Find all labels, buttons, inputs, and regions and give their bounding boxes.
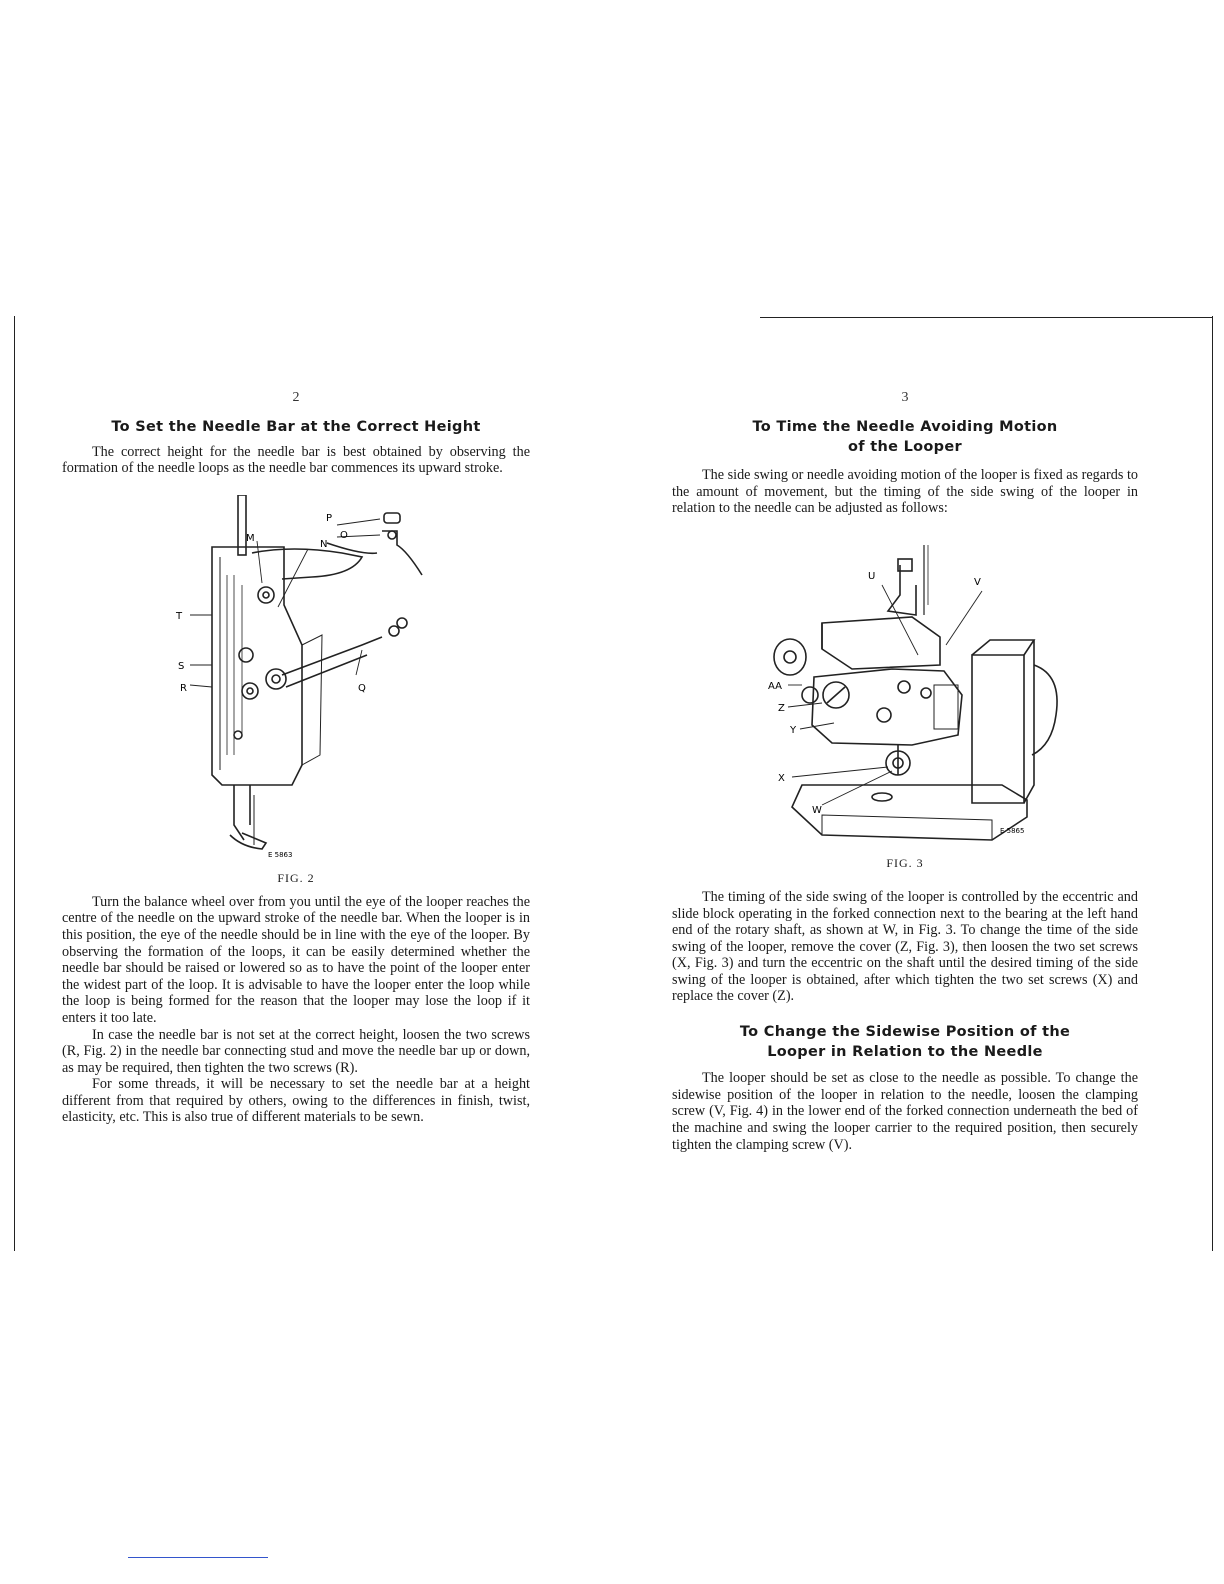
intro-paragraph: The side swing or needle avoiding motion of the looper is fixed as regards to the amount of movement, but the timing of the side swing of the looper in relation to the needle can be adjusted as follows: xyxy=(672,467,1138,517)
body-paragraph: For some threads, it will be necessary to set the needle bar at a height different from that required by others, owing to the differences in finish, twist, elasticity, etc. This is also true of different materials to be sewn. xyxy=(62,1076,530,1126)
label-p: P xyxy=(326,512,333,524)
intro-paragraph: The correct height for the needle bar is best obtained by observing the formation of the needle loops as the needle bar commences its upward stroke. xyxy=(62,443,530,477)
take-up-arm xyxy=(252,549,362,579)
label-w: W xyxy=(812,804,822,816)
label-m: M xyxy=(246,532,255,544)
figure-caption: FIG. 2 xyxy=(277,870,315,885)
body-paragraph: The timing of the side swing of the looper is controlled by the eccentric and slide block operating in the forked connection next to the bearing at the left hand end of the rotary shaft, as shown at W, in Fig. 3. To change the time of the side swing of the looper, remove the cover (Z, Fig. 3), then loosen the two set screws (X, Fig. 3) and turn the eccentric on the shaft until the desired timing of the side swing of the looper is obtained, after which tighten the two set screws (X) and replace the cover (Z). xyxy=(672,888,1138,1005)
label-aa: AA xyxy=(768,680,782,692)
label-n: N xyxy=(320,538,328,550)
figure-code: E 5863 xyxy=(268,850,293,859)
face-plate xyxy=(212,547,302,785)
label-t: T xyxy=(176,610,183,622)
label-z: Z xyxy=(778,702,785,714)
body-paragraph: The looper should be set as close to the needle as possible. To change the sidewise position of the looper in relation to the needle, loosen the clamping screw (V, Fig. 4) in the lower end of the forked connection underneath the bed of the machine and swing the looper carrier to the required position, then securely tighten the clamping screw (V). xyxy=(672,1070,1138,1153)
cover-plate xyxy=(812,669,962,745)
presser-bar xyxy=(234,785,250,840)
label-v: V xyxy=(974,576,981,588)
label-q: Q xyxy=(358,682,366,694)
figure-code: E 5865 xyxy=(1000,826,1025,835)
presser-foot xyxy=(888,565,916,615)
needle-bar xyxy=(238,495,246,555)
bottom-rule xyxy=(128,1557,268,1558)
left-scan-border xyxy=(14,316,15,1251)
label-s: S xyxy=(178,660,185,672)
section-title-line: of the Looper xyxy=(848,438,962,455)
label-o: O xyxy=(340,529,348,541)
screw xyxy=(898,681,910,693)
page-number: 3 xyxy=(901,390,909,405)
presser-foot xyxy=(230,833,266,849)
screw xyxy=(266,669,286,689)
right-scan-border xyxy=(1212,316,1213,1251)
section-title-line: To Change the Sidewise Position of the xyxy=(739,1024,1071,1041)
left-page xyxy=(62,390,530,1126)
screw xyxy=(258,587,274,603)
body-paragraph: In case the needle bar is not set at the correct height, loosen the two screws (R, Fig. 2) in the needle bar connecting stud and move the needle bar up or down, as may be required, then tighten the two screws (R). xyxy=(62,1026,530,1076)
section-title-line: To Time the Needle Avoiding Motion xyxy=(752,419,1058,435)
section-title xyxy=(672,418,1138,457)
section-title: To Set the Needle Bar at the Correct Height xyxy=(111,419,481,435)
section-title xyxy=(672,1023,1138,1062)
right-page xyxy=(672,390,1138,1153)
body-paragraph: Turn the balance wheel over from you until the eye of the looper reaches the centre of the needle on the upward stroke of the needle bar. When the looper is in this position, the eye of the needle should be in line with the eye of the looper. By observing the formation of the loops, it can be easily determined whether the needle bar should be raised or lowered so as to have the point of the looper enter the widest part of the loop. It is advisable to have the looper enter the loop while the loop is being formed for the reason that the looper may lose the loop if it enters it too late. xyxy=(62,893,530,1026)
label-u: U xyxy=(868,570,876,582)
figure-3-illustration xyxy=(672,545,1138,850)
figure-2-illustration xyxy=(62,495,530,865)
screw xyxy=(239,648,253,662)
screw xyxy=(877,708,891,722)
housing-block xyxy=(972,655,1024,803)
screw xyxy=(921,688,931,698)
label-x: X xyxy=(778,772,785,784)
connecting-rod xyxy=(282,637,382,687)
top-scan-border xyxy=(760,317,1212,318)
page-number: 2 xyxy=(292,390,300,405)
label-y: Y xyxy=(790,724,797,736)
screw xyxy=(242,683,258,699)
section-title-line: Looper in Relation to the Needle xyxy=(767,1043,1043,1060)
roller xyxy=(774,639,806,675)
figure-caption: FIG. 3 xyxy=(886,855,924,870)
looper-carrier xyxy=(822,617,940,669)
label-r: R xyxy=(180,682,187,694)
